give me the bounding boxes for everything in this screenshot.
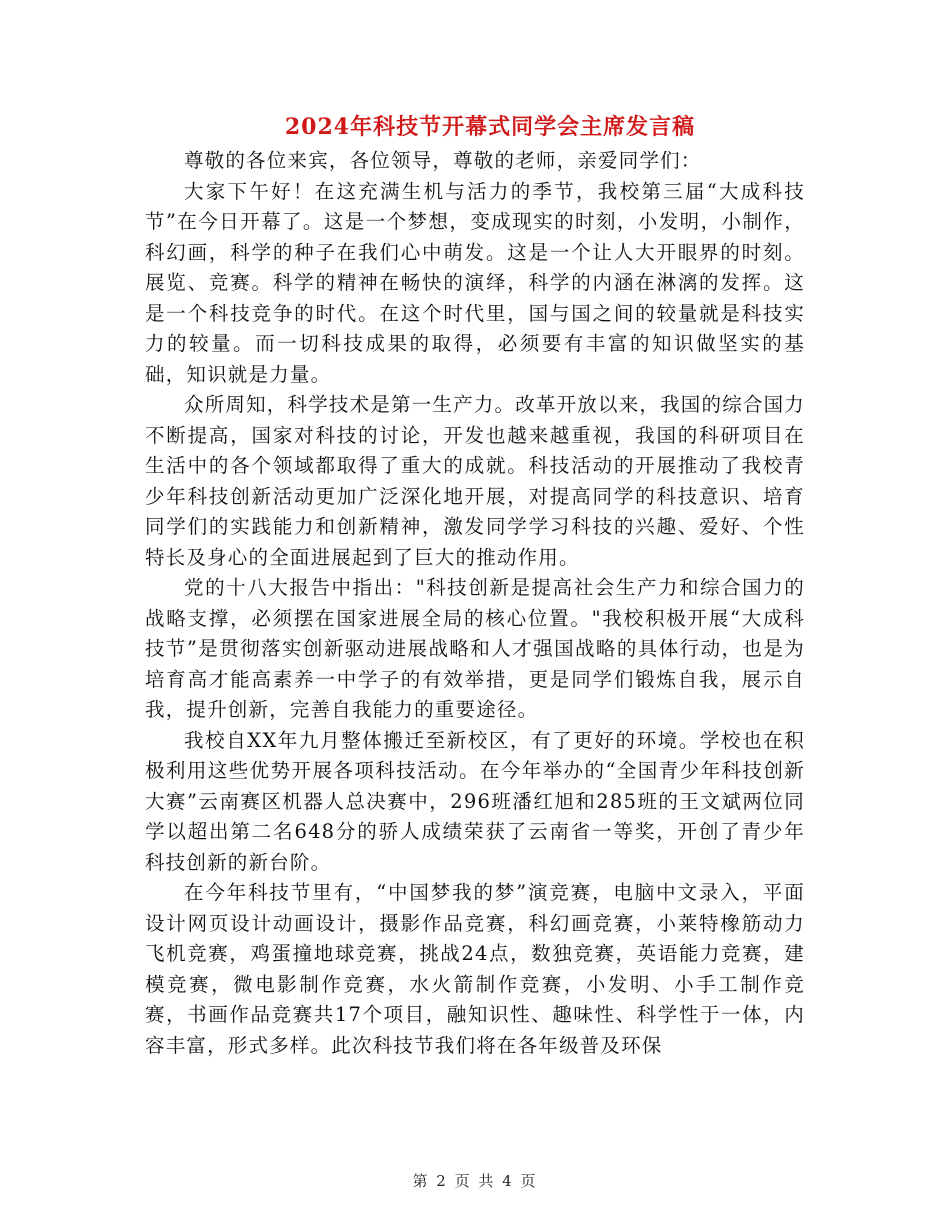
paragraph: 党的十八大报告中指出："科技创新是提高社会生产力和综合国力的战略支撑，必须摆在国家进展全局的核心位置。"我校积极开展“大成科技节”是贯彻落实创新驱动进展战略和人才强国战略的具体行动，也是为培育高才能高素养一中学子的有效举措，更是同学们锻炼自我，展示自我，提升创新，完善自我能力的重要途径。 [145,576,805,721]
page-title: 2024年科技节开幕式同学会主席发言稿 [284,114,696,140]
paragraph: 我校自XX年九月整体搬迁至新校区，有了更好的环境。学校也在积极利用这些优势开展各项科技活动。在今年举办的“全国青少年科技创新大赛”云南赛区机器人总决赛中，296班潘红旭和285班的王文斌两位同学以超出第二名648分的骄人成绩荣获了云南省一等奖，开创了青少年科技创新的新台阶。 [145,728,805,874]
page-footer: 第 2 页 共 4 页 [412,1172,538,1190]
paragraph: 众所周知，科学技术是第一生产力。改革开放以来，我国的综合国力不断提高，国家对科技的讨论，开发也越来越重视，我国的科研项目在生活中的各个领域都取得了重大的成就。科技活动的开展推动了我校青少年科技创新活动更加广泛深化地开展，对提高同学的科技意识、培育同学们的实践能力和创新精神，激发同学学习科技的兴趣、爱好、个性特长及身心的全面进展起到了巨大的推动作用。 [145,393,806,569]
paragraph: 大家下午好！在这充满生机与活力的季节，我校第三届“大成科技节”在今日开幕了。这是一个梦想，变成现实的时刻，小发明，小制作，科幻画，科学的种子在我们心中萌发。这是一个让人大开眼界的时刻。展览、竞赛。科学的精神在畅快的演绎，科学的内涵在淋漓的发挥。这是一个科技竞争的时代。在这个时代里，国与国之间的较量就是科技实力的较量。而一切科技成果的取得，必须要有丰富的知识做坚实的基础，知识就是力量。 [145,179,805,386]
paragraph-salutation: 尊敬的各位来宾，各位领导，尊敬的老师，亲爱同学们： [184,149,702,172]
paragraph: 在今年科技节里有，“中国梦我的梦”演竞赛，电脑中文录入，平面设计网页设计动画设计，摄影作品竞赛，科幻画竞赛，小莱特橡筋动力飞机竞赛，鸡蛋撞地球竞赛，挑战24点，数独竞赛，英语能力竞赛，建模竞赛，微电影制作竞赛，水火箭制作竞赛，小发明、小手工制作竞赛，书画作品竞赛共17个项目，融知识性、趣味性、科学性于一体，内容丰富，形式多样。此次科技节我们将在各年级普及环保 [145,881,805,1057]
document-body [145,146,805,1061]
